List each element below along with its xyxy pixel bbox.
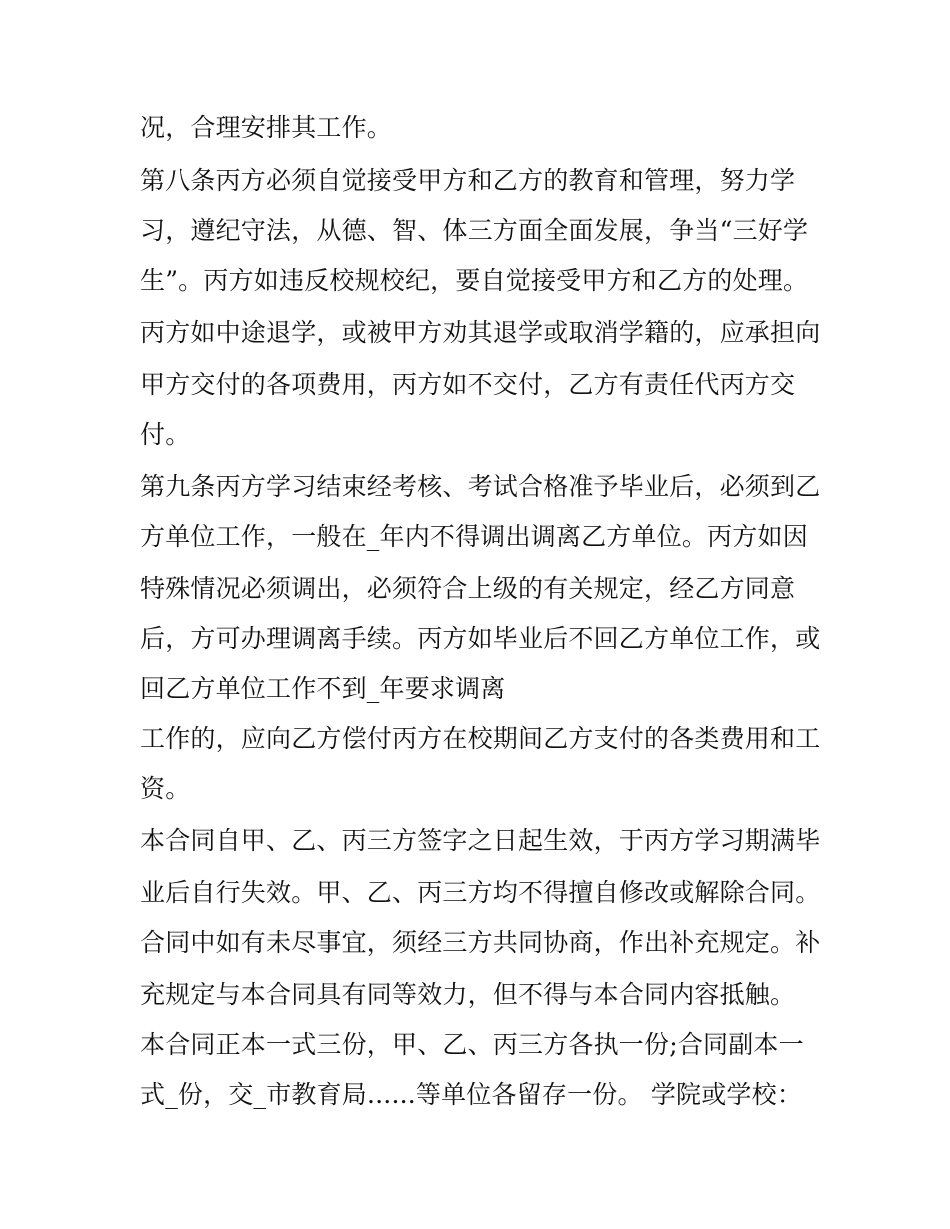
text-line-16: 业后自行失效。甲、乙、丙三方均不得擅自修改或解除合同。: [140, 878, 821, 907]
text-line-17: 合同中如有未尽事宜，须经三方共同协商，作出补充规定。补: [140, 928, 821, 957]
text-line-14: 资。: [140, 774, 191, 803]
text-line-15: 本合同自甲、乙、丙三方签字之日起生效，于丙方学习期满毕: [140, 826, 821, 855]
text-line-6: 甲方交付的各项费用，丙方如不交付，乙方有责任代丙方交: [140, 370, 796, 399]
text-line-19: 本合同正本一式三份，甲、乙、丙三方各执一份;合同副本一: [140, 1030, 804, 1059]
text-line-7: 付。: [140, 420, 191, 449]
text-line-1: 况，合理安排其工作。: [140, 113, 393, 142]
text-line-12: 回乙方单位工作不到_年要求调离: [140, 674, 506, 703]
text-line-11: 后，方可办理调离手续。丙方如毕业后不回乙方单位工作，或: [140, 624, 821, 653]
text-line-20: 式_份，交_市教育局......等单位各留存一份。 学院或学校：: [140, 1080, 803, 1109]
text-line-2: 第八条丙方必须自觉接受甲方和乙方的教育和管理，努力学: [140, 166, 796, 195]
text-line-18: 充规定与本合同具有同等效力，但不得与本合同内容抵触。: [140, 980, 796, 1009]
text-line-8: 第九条丙方学习结束经考核、考试合格准予毕业后，必须到乙: [140, 472, 821, 501]
text-line-4: 生”。丙方如违反校规校纪，要自觉接受甲方和乙方的处理。: [140, 266, 809, 295]
text-line-10: 特殊情况必须调出，必须符合上级的有关规定，经乙方同意: [140, 574, 796, 603]
text-line-9: 方单位工作，一般在_年内不得调出调离乙方单位。丙方如因: [140, 522, 808, 551]
text-line-5: 丙方如中途退学，或被甲方劝其退学或取消学籍的，应承担向: [140, 318, 821, 347]
text-line-13: 工作的，应向乙方偿付丙方在校期间乙方支付的各类费用和工: [140, 724, 821, 753]
text-line-3: 习，遵纪守法，从德、智、体三方面全面发展，争当“三好学: [140, 216, 809, 245]
